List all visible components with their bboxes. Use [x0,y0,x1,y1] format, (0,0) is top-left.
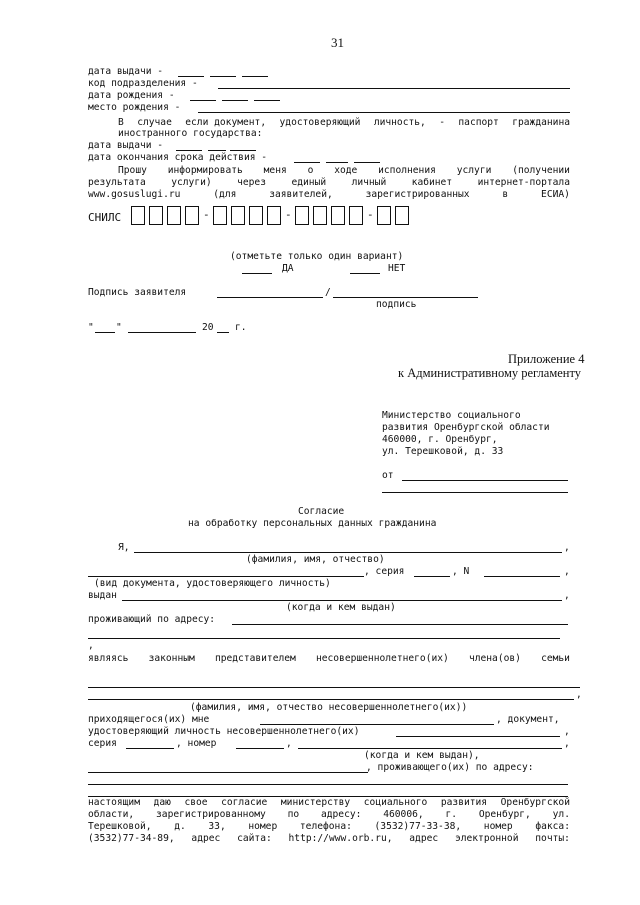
choose-one-caption: (отметьте только один вариант) [230,251,404,262]
minor-fio-line-2[interactable] [88,699,574,700]
minor-fio-caption: (фамилия, имя, отчество несовершеннолетнего(их)) [190,702,468,713]
number2-label: , номер [176,738,217,749]
legal-rep-line: являясь законным представителем несовершеннолетнего(их) члена(ов) семьи [88,653,570,664]
date-suffix: г. [235,322,247,333]
consent-title: Согласие [298,506,345,517]
division-code-line[interactable] [218,88,570,89]
issued2-line[interactable] [298,748,562,749]
expiry-date-label: дата окончания срока действия - [88,152,268,163]
snils-digit-box[interactable] [231,206,245,225]
number2-line[interactable] [236,748,284,749]
issue-year-line[interactable] [242,76,268,77]
addressee-line: развития Оренбургской области [382,422,550,433]
issue2-month-line[interactable] [208,150,226,151]
appendix-subtitle: к Административному регламенту [398,366,582,380]
minor-doc-line[interactable] [396,736,560,737]
snils-digit-box[interactable] [395,206,409,225]
yes-mark-line[interactable] [242,273,272,274]
snils-digit-box[interactable] [313,206,327,225]
birth-place-line[interactable] [198,112,570,113]
page-number: 31 [331,35,344,50]
date-day-line[interactable] [95,332,115,333]
expiry-day-line[interactable] [294,162,320,163]
consent-paragraph-line-1: настоящим даю свое согласие министерству социального развития Оренбургской [88,797,570,808]
snils-digit-box[interactable] [249,206,263,225]
signature-line[interactable] [217,297,323,298]
minor-fio-line[interactable] [88,687,580,688]
snils-digit-box[interactable] [377,206,391,225]
minor-address-line[interactable] [88,772,368,773]
i-label: Я, [118,542,130,553]
snils-digit-box[interactable] [267,206,281,225]
comma: , [564,726,570,737]
snils-separator: - [367,208,374,221]
address-line-2[interactable] [88,638,560,639]
doc-caption: (вид документа, удостоверяющего личность) [94,578,331,589]
consent-subtitle: на обработку персональных данных гражданина [188,518,437,529]
from-label: от [382,470,394,481]
consent-paragraph-line-4: (3532)77-34-89, адрес сайта: http://www.orb.ru, адрес электронной почты: [88,833,570,844]
issue-month-line[interactable] [210,76,236,77]
date-quote-open: " [88,322,94,333]
date-month-line[interactable] [128,332,196,333]
snils-label: СНИЛС [88,211,122,224]
snils-separator: - [203,208,210,221]
minor-doc-label: удостоверяющий личность несовершеннолетнего(их) [88,726,360,737]
foreign-doc-line-2: иностранного государства: [118,128,263,139]
from-line[interactable] [402,480,568,481]
signature-caption: подпись [376,299,417,310]
snils-digit-box[interactable] [185,206,199,225]
comma: , [88,640,94,651]
doc-type-line[interactable] [88,576,364,577]
consent-paragraph-line-3: Терешковой, д. 33, номер телефона: (3532)77-33-38, номер факса: [88,821,570,832]
relative-label: приходящегося(их) мне [88,714,210,725]
document-label: , документ, [496,714,560,725]
residing2-label: , проживающего(их) по адресу: [366,762,534,773]
snils-digit-box[interactable] [167,206,181,225]
address-line[interactable] [232,624,568,625]
number-sign: , N [452,566,470,577]
issued-caption2: (когда и кем выдан), [364,750,480,761]
signature-slash: / [325,287,331,298]
number-line[interactable] [484,576,560,577]
snils-digit-box[interactable] [349,206,363,225]
series2-label: серия [88,738,117,749]
comma: , [564,590,570,601]
comma: , [286,738,292,749]
snils-separator: - [285,208,292,221]
fio-line[interactable] [134,552,562,553]
inform-line-2: результата услуги) через единый личный кабинет интернет-портала [88,177,570,188]
relation-line[interactable] [260,724,494,725]
snils-digit-box[interactable] [295,206,309,225]
birth-day-line[interactable] [190,100,216,101]
birth-month-line[interactable] [222,100,248,101]
inform-line-3: www.gosuslugi.ru (для заявителей, зарегистрированных в ЕСИА) [88,189,570,200]
snils-digit-box[interactable] [213,206,227,225]
expiry-month-line[interactable] [326,162,348,163]
comma: , [564,566,570,577]
date-quote-close: " [116,322,122,333]
division-code-label: код подразделения - [88,78,198,89]
snils-digit-box[interactable] [331,206,345,225]
signature-label: Подпись заявителя [88,287,187,298]
birth-date-label: дата рождения - [88,90,175,101]
expiry-year-line[interactable] [354,162,380,163]
birth-place-label: место рождения - [88,102,181,113]
date-year-prefix: 20 [202,322,214,333]
series-line[interactable] [414,576,450,577]
snils-digit-box[interactable] [149,206,163,225]
issue2-year-line[interactable] [230,150,256,151]
issued-line[interactable] [122,600,562,601]
issue-day-line[interactable] [178,76,204,77]
birth-year-line[interactable] [254,100,280,101]
signature-name-line[interactable] [333,297,478,298]
issue-date2-label: дата выдачи - [88,140,164,151]
issue-date-label: дата выдачи - [88,66,164,77]
appendix-title: Приложение 4 [508,352,585,366]
inform-line-1: Прошу информировать меня о ходе исполнения услуги (получении [118,165,570,176]
fio-caption: (фамилия, имя, отчество) [246,554,385,565]
no-mark-line[interactable] [350,273,380,274]
from-line-2[interactable] [382,492,568,493]
issue2-day-line[interactable] [176,150,202,151]
series-label: , серия [364,566,405,577]
comma: , [576,689,582,700]
addressee-line: ул. Терешковой, д. 33 [382,446,504,457]
issued-caption: (когда и кем выдан) [286,602,396,613]
yes-option: ДА [282,263,294,274]
residing-label: проживающий по адресу: [88,614,216,625]
issued-label: выдан [88,590,117,601]
comma: , [564,542,570,553]
consent-paragraph-line-2: области, зарегистрированному по адресу: 460006, г. Оренбург, ул. [88,809,570,820]
no-option: НЕТ [388,263,406,274]
minor-address-line-2[interactable] [88,784,568,785]
comma: , [564,738,570,749]
foreign-doc-line-1: В случае если документ, удостоверяющий личность, - паспорт гражданина [118,117,570,128]
addressee-line: 460000, г. Оренбург, [382,434,498,445]
snils-digit-box[interactable] [131,206,145,225]
addressee-line: Министерство социального [382,410,521,421]
date-year-line[interactable] [217,332,229,333]
series2-line[interactable] [126,748,174,749]
